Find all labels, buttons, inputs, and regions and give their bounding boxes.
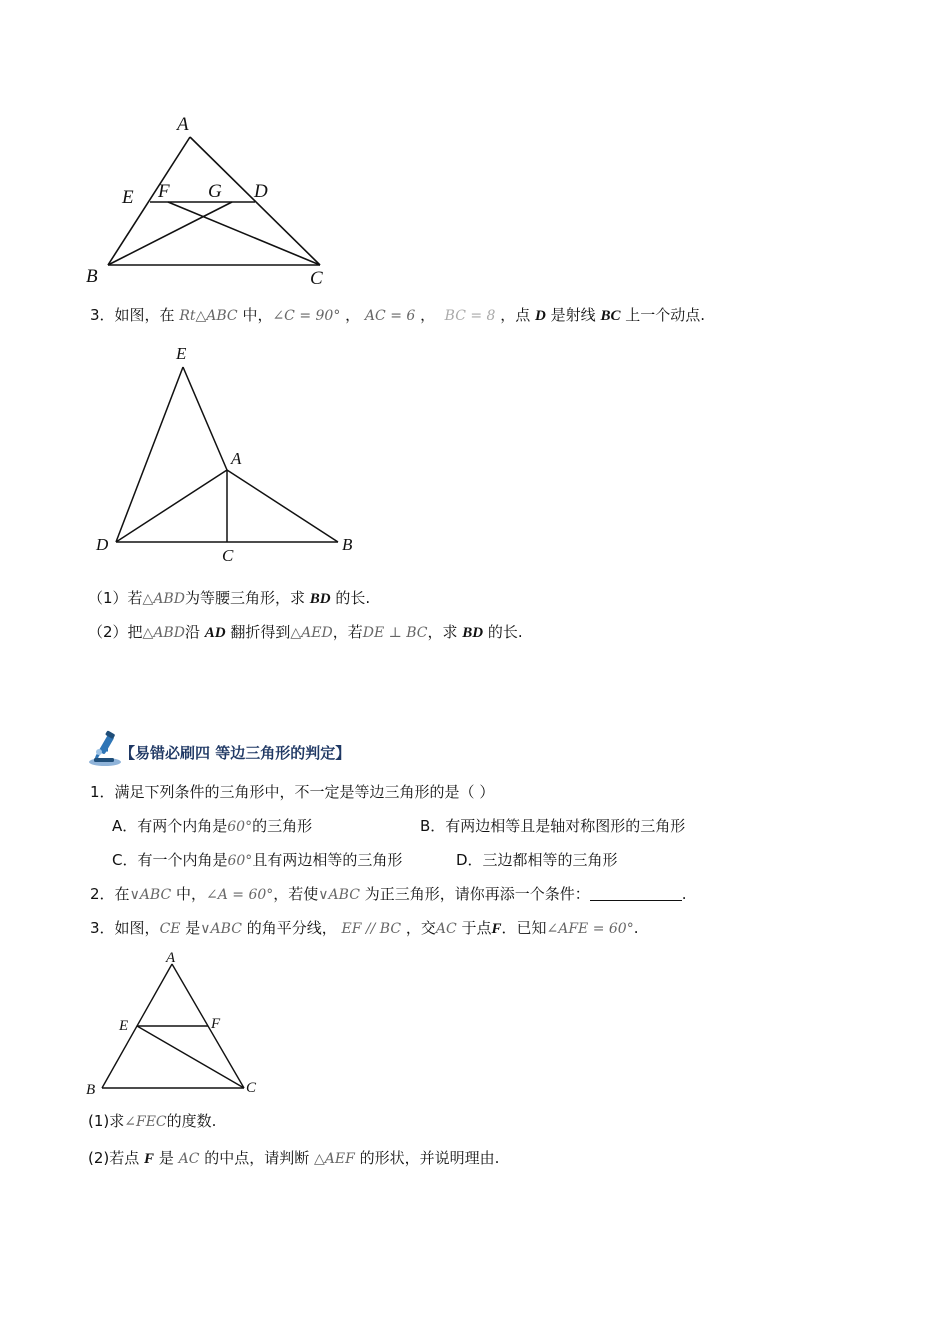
segment-fc bbox=[168, 202, 320, 265]
math: AC bbox=[178, 1151, 200, 1167]
answer-blank[interactable] bbox=[590, 886, 682, 901]
var: AD bbox=[204, 625, 226, 641]
text: ， bbox=[420, 306, 436, 324]
text: 的三角形 bbox=[252, 817, 313, 835]
question-number: 2． bbox=[90, 885, 115, 903]
text: 是 bbox=[158, 1149, 174, 1167]
section-title: 【易错必刷四 等边三角形的判定】 bbox=[120, 744, 351, 762]
text: 为正三角形，请你再添一个条件： bbox=[364, 885, 590, 903]
text: ．已知 bbox=[501, 919, 547, 937]
math: AC = 6 bbox=[364, 308, 416, 324]
option-c bbox=[112, 850, 402, 871]
text: 的中点，请判断 bbox=[204, 1149, 310, 1167]
question-number: 3． bbox=[90, 306, 115, 324]
text: D．三边都相等的三角形 bbox=[456, 851, 618, 869]
text: 的形状，并说明理由. bbox=[359, 1149, 500, 1167]
text: ，若 bbox=[332, 623, 363, 641]
question-3b-part-1 bbox=[88, 1111, 216, 1132]
label-e: E bbox=[176, 344, 187, 363]
question-3b-stem bbox=[90, 918, 639, 939]
segment-ed bbox=[116, 367, 183, 542]
math: 60° bbox=[227, 853, 253, 869]
microscope-icon bbox=[86, 730, 124, 768]
math: DE ⊥ BC bbox=[362, 625, 428, 641]
math: ∨ABC bbox=[318, 887, 360, 903]
var: BC bbox=[600, 308, 621, 324]
segment-ec bbox=[137, 1026, 244, 1088]
math: ∠C = 90° bbox=[272, 308, 341, 324]
label-c: C bbox=[246, 1080, 257, 1096]
label-c: C bbox=[222, 546, 234, 565]
label-e: E bbox=[122, 187, 134, 208]
segment-ab bbox=[108, 137, 190, 265]
text: 上一个动点. bbox=[625, 306, 706, 324]
label-a: A bbox=[231, 449, 242, 468]
math: EF // BC bbox=[341, 921, 402, 937]
label-b: B bbox=[342, 535, 353, 554]
var: F bbox=[491, 921, 502, 937]
label-b: B bbox=[86, 1082, 96, 1098]
var: BD bbox=[462, 625, 484, 641]
label-f: F bbox=[158, 181, 170, 202]
text: 的长. bbox=[487, 623, 523, 641]
label-b: B bbox=[86, 266, 98, 287]
text: ，点 bbox=[500, 306, 531, 324]
text: 如图， bbox=[114, 919, 160, 937]
text: C．有一个内角是 bbox=[112, 851, 228, 869]
math: ∠FEC bbox=[124, 1114, 167, 1130]
text: ，求 bbox=[427, 623, 458, 641]
math: CE bbox=[159, 921, 181, 937]
text: 如图，在 bbox=[114, 306, 175, 324]
label-c: C bbox=[310, 268, 323, 289]
text: . bbox=[633, 919, 639, 937]
math: △ABD bbox=[142, 625, 185, 641]
figure-triangle-abc-efgd bbox=[80, 110, 340, 295]
option-a bbox=[112, 816, 312, 837]
question-number: 3． bbox=[90, 919, 115, 937]
figure-triangle-eda bbox=[90, 340, 370, 570]
text: 在 bbox=[114, 885, 130, 903]
label-e: E bbox=[119, 1018, 129, 1034]
segment-ea bbox=[183, 367, 227, 470]
math: ∨ABC bbox=[200, 921, 242, 937]
math: BC = 8 bbox=[444, 308, 496, 324]
text: 中， bbox=[242, 306, 273, 324]
text: ， bbox=[345, 306, 361, 324]
figure-triangle-abc-ef bbox=[82, 948, 272, 1098]
text: 中， bbox=[175, 885, 206, 903]
text: ，若使 bbox=[273, 885, 319, 903]
math: △AED bbox=[290, 625, 333, 641]
math: ∨ABC bbox=[129, 887, 172, 903]
segment-da bbox=[116, 470, 227, 542]
question-3-part-2 bbox=[88, 622, 523, 643]
label-a: A bbox=[166, 950, 176, 966]
segment-bg bbox=[108, 202, 232, 265]
math: Rt△ABC bbox=[179, 308, 238, 324]
text: (1)求 bbox=[88, 1112, 125, 1130]
text: 是 bbox=[185, 919, 201, 937]
option-d bbox=[456, 850, 618, 870]
text: . bbox=[681, 885, 687, 903]
math: △AEF bbox=[314, 1151, 355, 1167]
math: ∠AFE = 60° bbox=[546, 921, 634, 937]
text: 且有两边相等的三角形 bbox=[252, 851, 403, 869]
text: 为等腰三角形，求 bbox=[184, 589, 305, 607]
var: BD bbox=[309, 591, 331, 607]
text: 的度数. bbox=[166, 1112, 217, 1130]
question-1-stem bbox=[90, 782, 494, 802]
text: B．有两边相等且是轴对称图形的三角形 bbox=[420, 817, 686, 835]
text: （1）若 bbox=[88, 589, 143, 607]
option-b bbox=[420, 816, 685, 836]
math: 60° bbox=[227, 819, 253, 835]
text: 于点 bbox=[461, 919, 492, 937]
label-d: D bbox=[254, 181, 268, 202]
question-number: 1． bbox=[90, 783, 115, 801]
question-3b-part-2 bbox=[88, 1148, 499, 1169]
label-g: G bbox=[208, 181, 222, 202]
text: (2)若点 bbox=[88, 1149, 140, 1167]
text: 沿 bbox=[184, 623, 200, 641]
text: 翻折得到 bbox=[230, 623, 291, 641]
question-3-part-1 bbox=[88, 588, 370, 609]
label-d: D bbox=[96, 535, 109, 554]
label-f: F bbox=[211, 1016, 221, 1032]
math: ∠A = 60° bbox=[205, 887, 274, 903]
text: A．有两个内角是 bbox=[112, 817, 228, 835]
label-a: A bbox=[177, 114, 189, 135]
question-2-stem bbox=[90, 884, 687, 905]
math: △ABD bbox=[142, 591, 185, 607]
text: 的长. bbox=[335, 589, 371, 607]
question-3-stem bbox=[90, 305, 705, 326]
math: AC bbox=[435, 921, 457, 937]
var: D bbox=[535, 308, 546, 324]
text: 的角平分线， bbox=[246, 919, 337, 937]
segment-ab bbox=[227, 470, 338, 542]
var: F bbox=[144, 1151, 155, 1167]
text: 是射线 bbox=[550, 306, 596, 324]
text: 满足下列条件的三角形中，不一定是等边三角形的是（ ） bbox=[114, 783, 495, 801]
text: ，交 bbox=[405, 919, 436, 937]
text: （2）把 bbox=[88, 623, 143, 641]
